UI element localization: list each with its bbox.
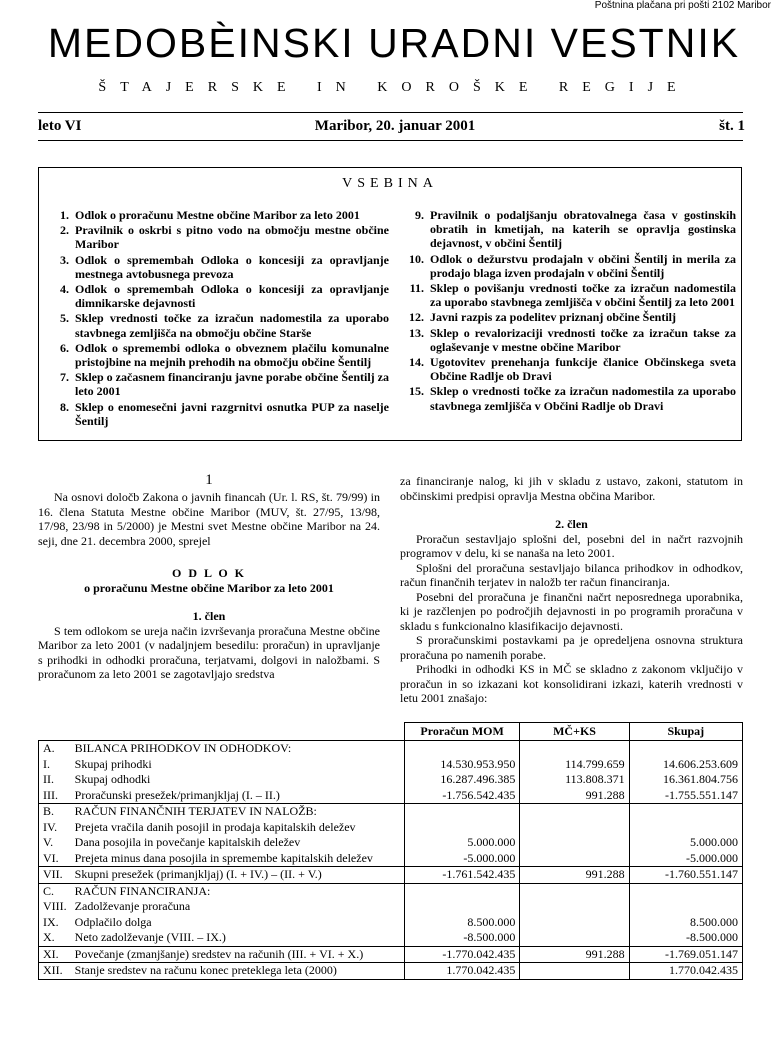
table-cell-mcks: 114.799.659 [520, 757, 629, 773]
table-cell-mom: -5.000.000 [404, 851, 520, 867]
table-cell-mom: 14.530.953.950 [404, 757, 520, 773]
toc-item-text: Odlok o spremembi odloka o obveznem plačilu komunalne pristojbine na mejnih prehodih na območju občine Šentilj [75, 340, 389, 370]
toc-item [47, 400, 389, 428]
table-cell-total: -1.769.051.147 [629, 946, 742, 963]
table-cell-total [629, 804, 742, 820]
clen-2-paragraph: Posebni del proračuna je finančni načrt neposrednega uporabnika, ki je razčlenjen po področjih dejavnosti in po programih proračuna v skladu s funkcionalno klasifikacijo dejavnosti. [400, 589, 743, 633]
clen-1-text: S tem odlokom se ureja način izvrševanja proračuna Mestne občine Maribor za leto 2001 (v nadaljnjem besedilu: proračun) in upravljanje s prihodki in odhodki proračuna, terjatvami, dolgovi in naložbami. S proračunom za leto 2001 se zagotavljajo sredstva [38, 623, 380, 681]
table-cell-label: Stanje sredstev na računu konec preteklega leta (2000) [71, 963, 405, 980]
clen-2-paragraph: Proračun sestavljajo splošni del, posebni del in načrt razvojnih programov v delu, ki se nanaša na leto 2001. [400, 531, 743, 560]
table-cell-mcks [520, 820, 629, 836]
table-cell-total: -5.000.000 [629, 851, 742, 867]
table-cell-mom [404, 804, 520, 820]
table-header-total: Skupaj [629, 723, 742, 741]
table-cell-label: Prejeta vračila danih posojil in prodaja kapitalskih deležev [71, 820, 405, 836]
toc-item-text: Sklep o enomesečni javni razgrnitvi osnutka PUP za naselje Šentilj [75, 399, 389, 428]
clen-2-title: 2. člen [555, 517, 588, 531]
table-cell-label: BILANCA PRIHODKOV IN ODHODKOV: [71, 741, 405, 757]
table-header-row [39, 723, 743, 741]
table-cell-total [629, 820, 742, 836]
table-cell-label: Skupaj odhodki [71, 772, 405, 788]
toc-item-text: Odlok o proračunu Mestne občine Maribor za leto 2001 [75, 208, 360, 222]
table-cell-code: C. [39, 883, 71, 899]
table-cell-mcks: 991.288 [520, 946, 629, 963]
toc-item-number: 1. [60, 208, 69, 222]
toc-item-number: 11. [409, 281, 424, 296]
table-cell-mcks [520, 883, 629, 899]
left-text-column [38, 490, 380, 682]
table-cell-code: IX. [39, 915, 71, 931]
table-cell-mom: 1.770.042.435 [404, 963, 520, 980]
table-cell-code: VII. [39, 867, 71, 884]
table-cell-code: X. [39, 930, 71, 946]
table-cell-label: Prejeta minus dana posojila in spremembe kapitalskih deležev [71, 851, 405, 867]
toc-item [47, 223, 389, 251]
preamble: Na osnovi določb Zakona o javnih financah (Ur. l. RS, št. 79/99) in 16. člena Statuta Mestne občine Maribor (MUV, št. 27/95, 13/98, 17/98, 23/98 in 5/2000) je Mestni svet Mestne občine Maribor na 24. seji, dne 21. decembra 2000, sprejel [38, 490, 380, 548]
table-cell-code: B. [39, 804, 71, 820]
table-cell-total [629, 899, 742, 915]
issue-date: Maribor, 20. januar 2001 [314, 118, 476, 134]
table-cell-total [629, 883, 742, 899]
toc-item [47, 370, 389, 398]
table-row [39, 757, 743, 773]
table-row [39, 788, 743, 804]
table-cell-mom: 16.287.496.385 [404, 772, 520, 788]
table-row [39, 867, 743, 884]
table-cell-mcks: 991.288 [520, 867, 629, 884]
table-cell-mom: -1.761.542.435 [404, 867, 520, 884]
toc-item-text: Sklep o vrednosti točke za izračun nadomestila za uporabo stavbnega zemljišča v Občini Radlje ob Dravi [430, 384, 736, 413]
table-cell-mcks [520, 915, 629, 931]
right-text-column [400, 474, 743, 706]
toc-left-column [47, 208, 389, 429]
table-row [39, 772, 743, 788]
toc-item-number: 5. [60, 311, 69, 326]
toc-item-number: 9. [415, 208, 424, 222]
table-row [39, 963, 743, 980]
table-cell-total: 14.606.253.609 [629, 757, 742, 773]
toc-right-column [402, 208, 736, 414]
table-cell-code: VI. [39, 851, 71, 867]
continued-text: za financiranje nalog, ki jih v skladu z ustavo, zakoni, statutom in občinskimi predpisi opravlja Mestna občina Maribor. [400, 474, 743, 503]
toc-item [47, 282, 389, 310]
toc-item-text: Odlok o spremembah Odloka o koncesiji za opravljanje mestnega avtobusnega prevoza [75, 252, 389, 281]
table-cell-mom [404, 883, 520, 899]
toc-item-number: 8. [60, 399, 69, 414]
clen-1-title: 1. člen [192, 609, 226, 623]
table-cell-code: III. [39, 788, 71, 804]
table-cell-label: Povečanje (zmanjšanje) sredstev na računih (III. + VI. + X.) [71, 946, 405, 963]
clen-2-paragraph: Prihodki in odhodki KS in MČ se skladno z zakonom vključijo v proračun in so izkazani kot konsolidirani izkazi, katerih vrednosti v letu 2001 znašajo: [400, 662, 743, 705]
table-header-mom: Proračun MOM [404, 723, 520, 741]
table-cell-mcks [520, 804, 629, 820]
table-row [39, 741, 743, 757]
table-cell-label: Zadolževanje proračuna [71, 899, 405, 915]
table-cell-label: Skupaj prihodki [71, 757, 405, 773]
masthead-title: MEDOBÈINSKI URADNI VESTNIK [47, 20, 741, 66]
toc-item [47, 311, 389, 339]
table-cell-mom [404, 899, 520, 915]
table-of-contents [38, 167, 742, 441]
table-cell-code: XI. [39, 946, 71, 963]
table-cell-label: RAČUN FINANČNIH TERJATEV IN NALOŽB: [71, 804, 405, 820]
toc-item-text: Sklep vrednosti točke za izračun nadomestila za uporabo stavbnega zemljišča na območju občine Starše [75, 311, 389, 340]
doc-type: O D L O K [171, 566, 246, 580]
toc-item [402, 208, 736, 251]
toc-item-text: Odlok o spremembah Odloka o koncesiji za opravljanje dimnikarske dejavnosti [75, 282, 389, 311]
toc-item-number: 3. [60, 252, 69, 267]
issue-number: št. 1 [719, 118, 745, 134]
table-cell-mcks [520, 851, 629, 867]
header-rule-bottom [38, 140, 743, 141]
table-cell-total: 5.000.000 [629, 835, 742, 851]
table-cell-mom [404, 820, 520, 836]
table-cell-mcks: 113.808.371 [520, 772, 629, 788]
table-cell-mcks [520, 741, 629, 757]
table-cell-code: VIII. [39, 899, 71, 915]
toc-item-number: 6. [60, 340, 69, 355]
toc-item-text: Sklep o revalorizaciji vrednosti točke za izračun takse za oglaševanje v mestne občine Maribor [430, 325, 736, 354]
table-row [39, 930, 743, 946]
toc-item-number: 14. [409, 355, 424, 370]
table-cell-mcks: 991.288 [520, 788, 629, 804]
toc-item-text: Ugotovitev prenehanja funkcije članice Občinskega sveta Občine Radlje ob Dravi [430, 355, 736, 384]
toc-item [402, 252, 736, 280]
table-cell-mom: 5.000.000 [404, 835, 520, 851]
table-cell-mom: -8.500.000 [404, 930, 520, 946]
table-row [39, 804, 743, 820]
doc-title: o proračunu Mestne občine Maribor za leto 2001 [84, 580, 334, 595]
table-cell-total: -8.500.000 [629, 930, 742, 946]
table-cell-mcks [520, 963, 629, 980]
table-cell-total: 1.770.042.435 [629, 963, 742, 980]
table-cell-code: XII. [39, 963, 71, 980]
table-cell-code: V. [39, 835, 71, 851]
toc-item-text: Javni razpis za podelitev priznanj občine Šentilj [430, 310, 676, 325]
toc-item-number: 12. [409, 310, 424, 325]
table-row [39, 915, 743, 931]
clen-2-body [400, 532, 743, 706]
table-cell-label: Skupni presežek (primanjkljaj) (I. + IV.) – (II. + V.) [71, 867, 405, 884]
table-cell-label: Neto zadolževanje (VIII. – IX.) [71, 930, 405, 946]
table-cell-mom: 8.500.000 [404, 915, 520, 931]
toc-item [47, 208, 389, 222]
toc-item-number: 2. [60, 223, 69, 238]
toc-item-number: 13. [409, 325, 424, 340]
table-cell-total: -1.755.551.147 [629, 788, 742, 804]
table-cell-label: Dana posojila in povečanje kapitalskih deležev [71, 835, 405, 851]
table-cell-label: Proračunski presežek/primanjkljaj (I. – II.) [71, 788, 405, 804]
toc-item-text: Sklep o začasnem financiranju javne porabe občine Šentilj za leto 2001 [75, 370, 389, 399]
table-row [39, 851, 743, 867]
toc-item-number: 7. [60, 370, 69, 385]
table-row [39, 883, 743, 899]
toc-title: VSEBINA [342, 176, 438, 191]
table-cell-total: 8.500.000 [629, 915, 742, 931]
toc-item [402, 355, 736, 383]
toc-item-text: Odlok o dežurstvu prodajaln v občini Šentilj in merila za prodajo blaga izven prodajaln v občini Šentilj [430, 251, 736, 280]
clen-2-paragraph: Splošni del proračuna sestavljajo bilanca prihodkov in odhodkov, račun finančnih terjatev in naložb ter račun financiranja. [400, 560, 743, 589]
article-number: 1 [205, 472, 213, 488]
table-cell-mcks [520, 835, 629, 851]
table-cell-total: 16.361.804.756 [629, 772, 742, 788]
toc-item [402, 281, 736, 309]
table-cell-mom: -1.770.042.435 [404, 946, 520, 963]
toc-item-number: 15. [409, 384, 424, 399]
table-row [39, 899, 743, 915]
toc-item [47, 253, 389, 281]
table-cell-mom [404, 741, 520, 757]
issue-year: leto VI [38, 118, 82, 134]
table-cell-mom: -1.756.542.435 [404, 788, 520, 804]
toc-item-number: 10. [409, 251, 424, 266]
table-header-mcks: MČ+KS [520, 723, 629, 741]
toc-item-number: 4. [60, 282, 69, 297]
masthead-subtitle: ŠTAJERSKE IN KOROŠKE REGIJE [98, 80, 690, 95]
table-row [39, 820, 743, 836]
toc-item [47, 341, 389, 369]
toc-item-text: Pravilnik o podaljšanju obratovalnega časa v gostinskih obratih in kmetijah, na katerih se opravlja gostinska dejavnost, v občini Šentilj [430, 208, 736, 251]
table-cell-code: A. [39, 741, 71, 757]
toc-item-text: Pravilnik o oskrbi s pitno vodo na območju mestne občine Maribor [75, 223, 389, 252]
table-cell-mcks [520, 899, 629, 915]
toc-item-text: Sklep o povišanju vrednosti točke za izračun nadomestila za uporabo stavbnega zemljišča v občini Šentilj za leto 2001 [430, 281, 736, 310]
table-row [39, 835, 743, 851]
table-cell-total: -1.760.551.147 [629, 867, 742, 884]
postage-note: Poštnina plačana pri pošti 2102 Maribor [594, 0, 771, 11]
clen-2-paragraph: S proračunskimi postavkami pa je opredeljena osnovna struktura proračuna po namenih porabe. [400, 633, 743, 662]
toc-item [402, 310, 736, 324]
table-header-empty [39, 723, 405, 741]
table-cell-mcks [520, 930, 629, 946]
header-rule-top [38, 112, 743, 113]
toc-item [402, 384, 736, 412]
table-cell-code: II. [39, 772, 71, 788]
budget-table [38, 722, 743, 980]
table-cell-code: IV. [39, 820, 71, 836]
table-cell-label: Odplačilo dolga [71, 915, 405, 931]
table-row [39, 946, 743, 963]
table-cell-total [629, 741, 742, 757]
toc-item [402, 326, 736, 354]
table-cell-label: RAČUN FINANCIRANJA: [71, 883, 405, 899]
table-cell-code: I. [39, 757, 71, 773]
